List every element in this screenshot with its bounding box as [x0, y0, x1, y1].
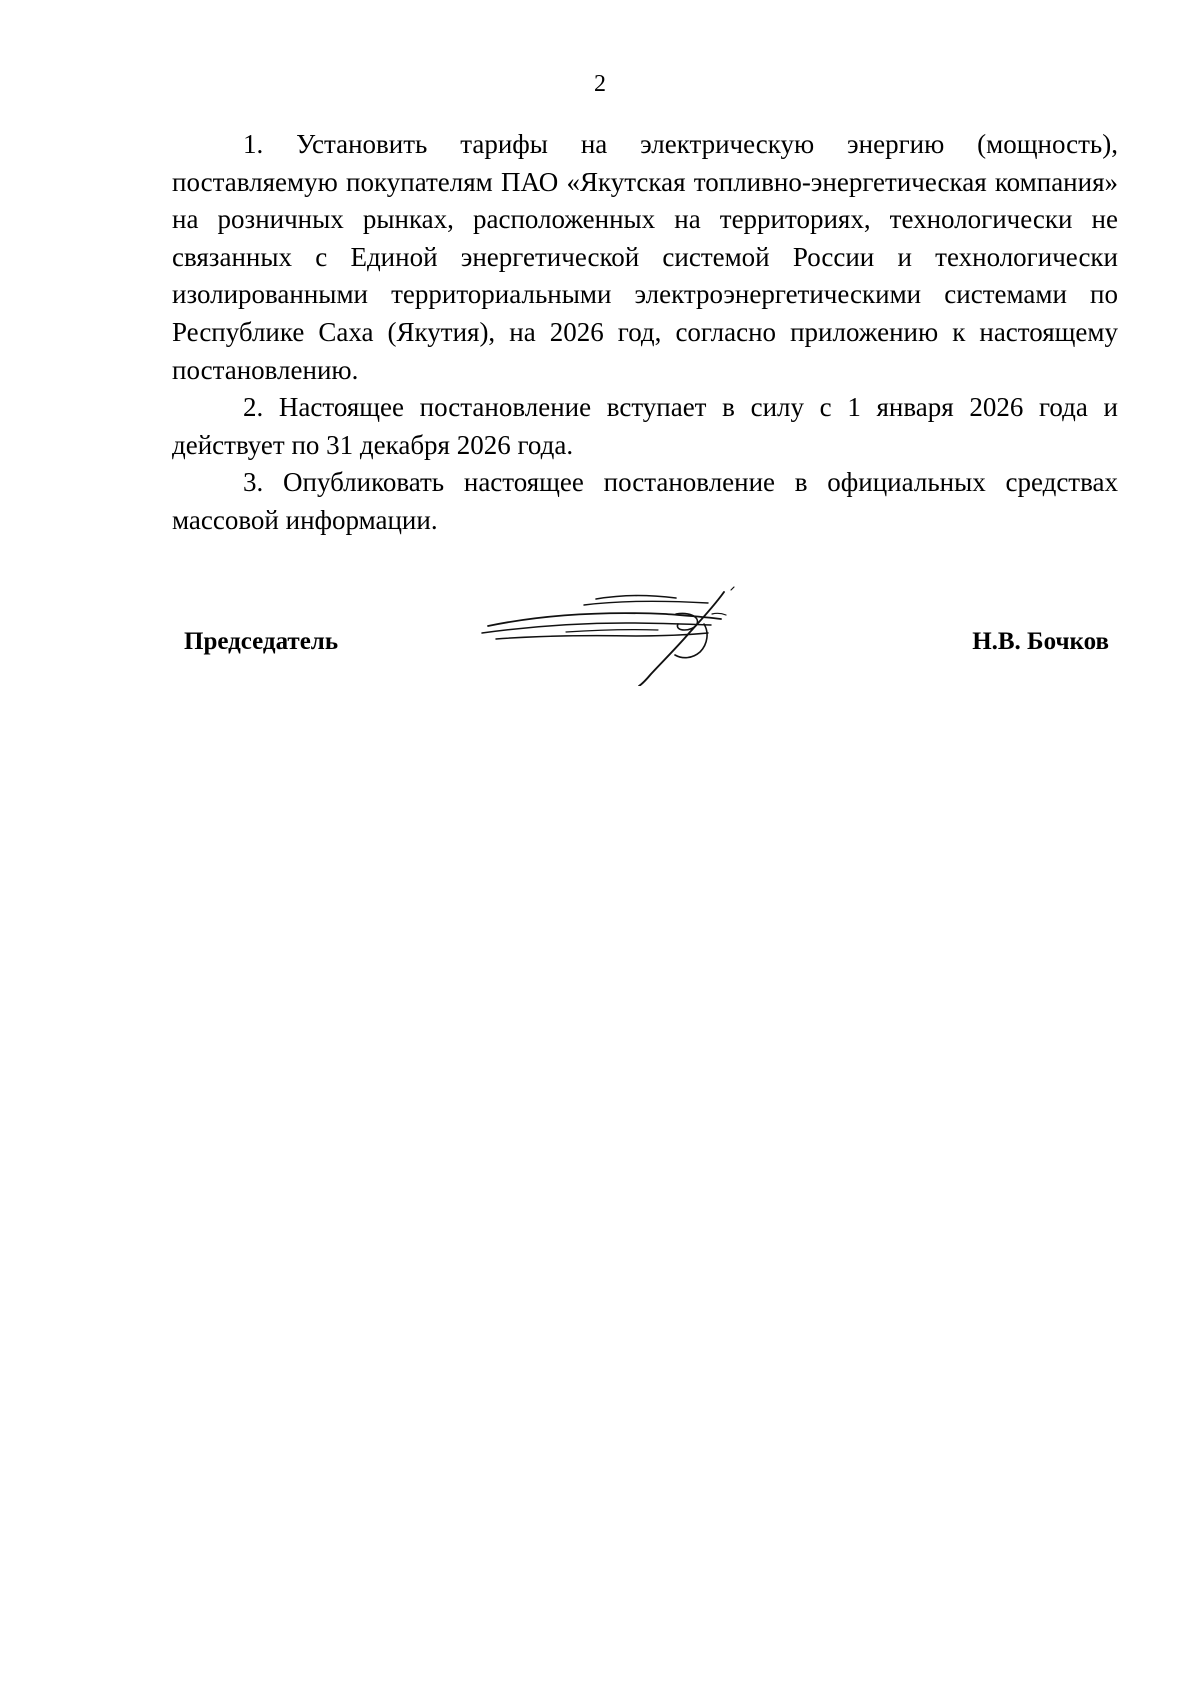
- page-number: 2: [594, 71, 606, 97]
- paragraph-1: 1. Установить тарифы на электрическую энергию (мощность), поставляемую покупателям ПАО «Якутская топливно-энергетическая компания» на розничных рынках, расположенных на территориях, технологически не связанных с Единой энергетической системой России и технологически изолированными территориальными электроэнергетическими системами по Республике Саха (Якутия), на 2026 год, согласно приложению к настоящему постановлению.: [172, 129, 1118, 385]
- paragraph-2: 2. Настоящее постановление вступает в силу с 1 января 2026 года и действует по 31 декабря 2026 года.: [172, 392, 1118, 460]
- signatory-position: Председатель: [184, 628, 339, 655]
- handwritten-signature: [476, 586, 786, 686]
- document-body: [172, 126, 1118, 540]
- paragraph-3: 3. Опубликовать настоящее постановление в официальных средствах массовой информации.: [172, 467, 1118, 535]
- signatory-name: Н.В. Бочков: [972, 628, 1109, 655]
